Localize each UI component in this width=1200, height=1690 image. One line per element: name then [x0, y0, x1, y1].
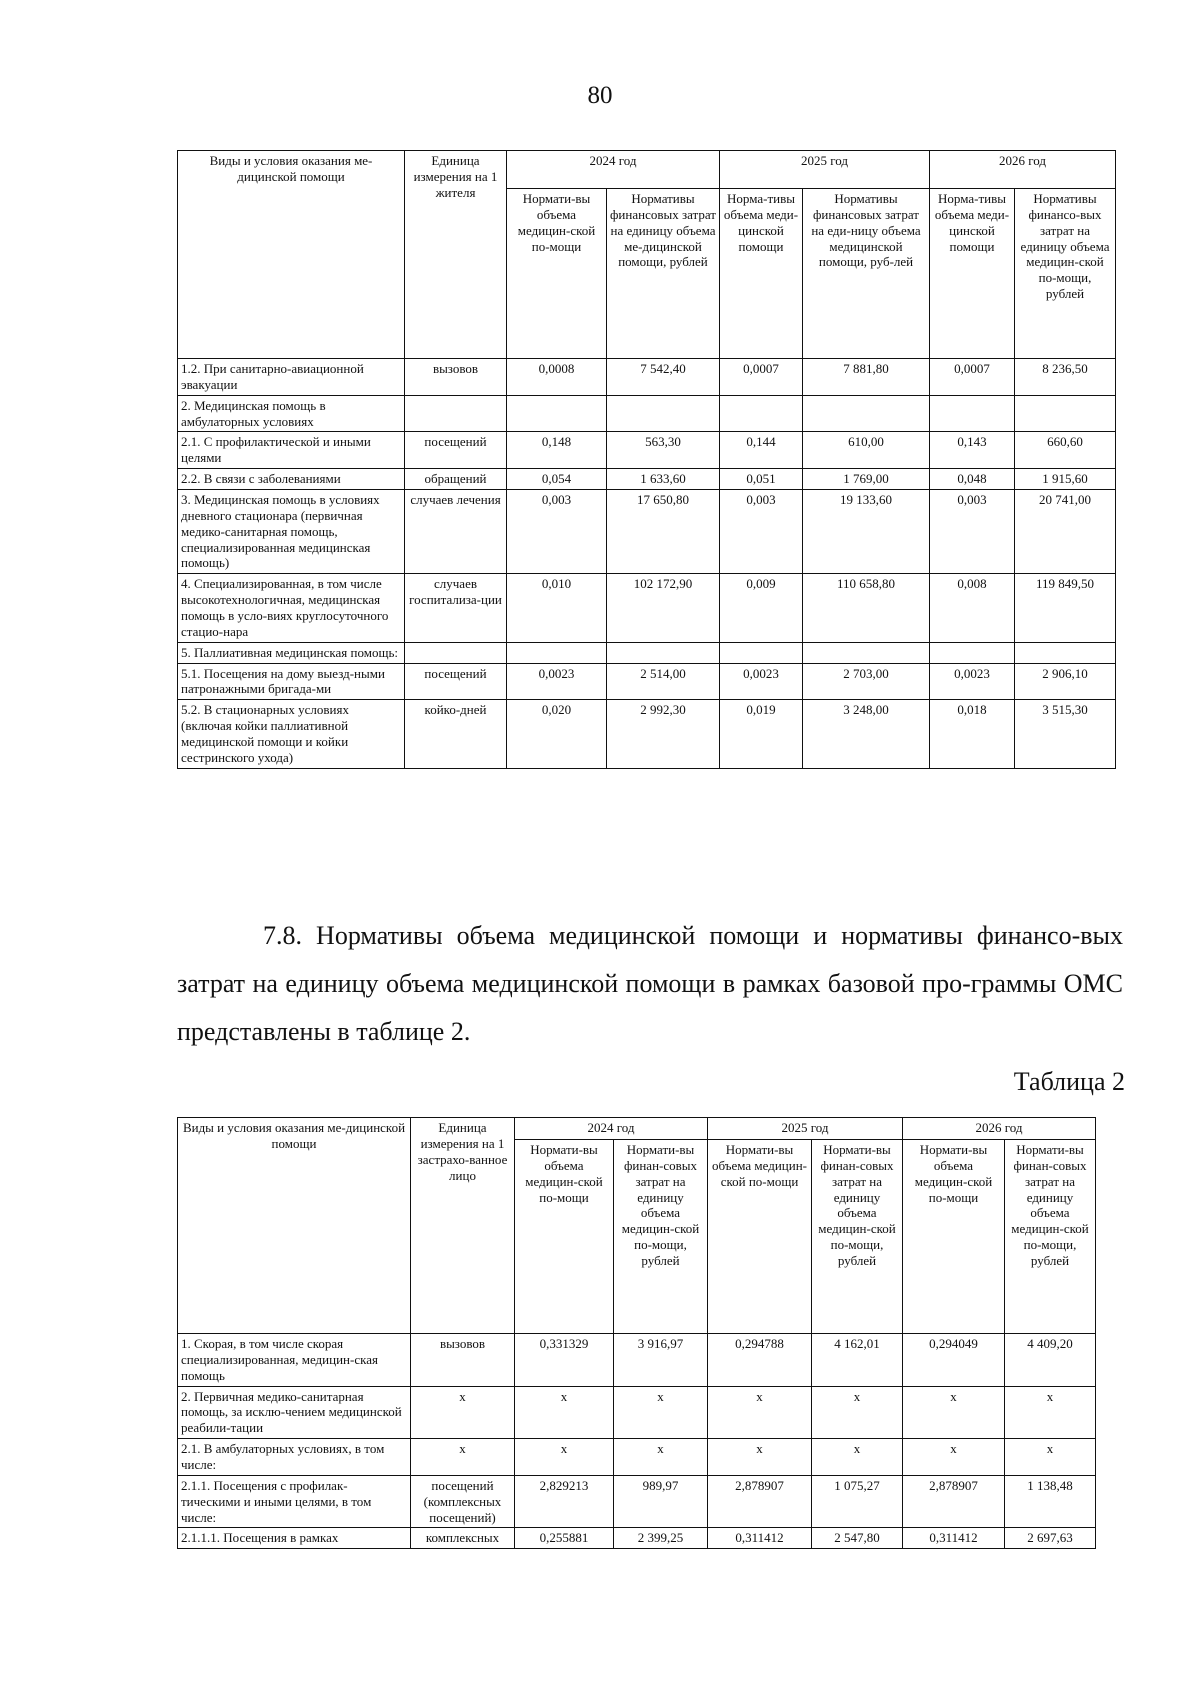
row-value [507, 642, 607, 663]
table-row [178, 1475, 1096, 1528]
header-year-2024: 2024 год [515, 1118, 708, 1140]
row-value: 0,054 [507, 469, 607, 490]
row-value [607, 642, 720, 663]
table-2-caption: Таблица 2 [1013, 1067, 1125, 1096]
row-value [930, 642, 1015, 663]
row-value: 0,0023 [720, 663, 803, 700]
row-label: 5. Паллиативная медицинская помощь: [178, 642, 405, 663]
row-value [720, 642, 803, 663]
table-row [178, 490, 1116, 574]
row-value: 0,048 [930, 469, 1015, 490]
row-value: 2 514,00 [607, 663, 720, 700]
row-label: 3. Медицинская помощь в условиях дневного стационара (первичная медико-санитарная помощь, специализированная медицинская помощь) [178, 490, 405, 574]
row-value: 1 769,00 [803, 469, 930, 490]
header-sub: Нормативы финансовых затрат на еди-ницу объема медицинской помощи, руб-лей [803, 189, 930, 359]
row-value: 0,311412 [708, 1528, 812, 1549]
header-sub: Нормативы финансовых затрат на единицу объема ме-дицинской помощи, рублей [607, 189, 720, 359]
header-sub: Нормати-вы финан-совых затрат на единицу объема медицин-ской по-мощи, рублей [1005, 1140, 1096, 1334]
row-value [1015, 642, 1116, 663]
paragraph-7-8 [177, 912, 1123, 1056]
row-label: 2. Медицинская помощь в амбулаторных условиях [178, 395, 405, 432]
row-value: 0,003 [720, 490, 803, 574]
row-value: x [812, 1386, 903, 1439]
header-unit: Единица измерения на 1 жителя [405, 151, 507, 359]
row-value: 0,008 [930, 574, 1015, 642]
row-value [803, 642, 930, 663]
row-value: 110 658,80 [803, 574, 930, 642]
row-value: x [708, 1386, 812, 1439]
row-value [803, 395, 930, 432]
row-value: 17 650,80 [607, 490, 720, 574]
row-value: 0,009 [720, 574, 803, 642]
row-value: 0,0007 [930, 359, 1015, 396]
table-row [178, 663, 1116, 700]
table-row [178, 1439, 1096, 1476]
row-value: 610,00 [803, 432, 930, 469]
header-sub: Норма-тивы объема меди-цинской помощи [720, 189, 803, 359]
row-value: 0,294788 [708, 1334, 812, 1387]
row-value: 0,148 [507, 432, 607, 469]
table-row [178, 359, 1116, 396]
row-label: 5.2. В стационарных условиях (включая койки паллиативной медицинской помощи и койки сестринского ухода) [178, 700, 405, 768]
row-value [720, 395, 803, 432]
row-value: 0,294049 [903, 1334, 1005, 1387]
row-value: x [614, 1439, 708, 1476]
header-unit: Единица измерения на 1 застрахо-ванное лицо [411, 1118, 515, 1334]
row-unit: обращений [405, 469, 507, 490]
row-value [507, 395, 607, 432]
row-value: 0,0008 [507, 359, 607, 396]
row-unit: посещений [405, 432, 507, 469]
row-label: 5.1. Посещения на дому выезд-ными патронажными бригада-ми [178, 663, 405, 700]
row-value: x [515, 1439, 614, 1476]
page-number: 80 [587, 82, 613, 109]
table-row [178, 469, 1116, 490]
row-unit: вызовов [411, 1334, 515, 1387]
row-value: 19 133,60 [803, 490, 930, 574]
row-value: x [614, 1386, 708, 1439]
row-label: 2.1. В амбулаторных условиях, в том числе: [178, 1439, 411, 1476]
row-value: 0,051 [720, 469, 803, 490]
table-row [178, 1334, 1096, 1387]
row-label: 1. Скорая, в том числе скорая специализированная, медицин-ская помощь [178, 1334, 411, 1387]
row-value: 2 703,00 [803, 663, 930, 700]
row-unit: посещений (комплексных посещений) [411, 1475, 515, 1528]
row-value: 102 172,90 [607, 574, 720, 642]
row-unit: вызовов [405, 359, 507, 396]
row-value: 0,0023 [507, 663, 607, 700]
row-value: 0,003 [507, 490, 607, 574]
header-year-2026: 2026 год [903, 1118, 1096, 1140]
row-value: 7 881,80 [803, 359, 930, 396]
row-value [1015, 395, 1116, 432]
row-value: 0,0007 [720, 359, 803, 396]
row-value: 4 162,01 [812, 1334, 903, 1387]
row-value: 2 697,63 [1005, 1528, 1096, 1549]
row-label: 2.1.1.1. Посещения в рамках [178, 1528, 411, 1549]
row-value: 1 075,27 [812, 1475, 903, 1528]
header-year-2024: 2024 год [507, 151, 720, 189]
row-value: 1 138,48 [1005, 1475, 1096, 1528]
header-year-2026: 2026 год [930, 151, 1116, 189]
row-value: x [812, 1439, 903, 1476]
row-label: 4. Специализированная, в том числе высокотехнологичная, медицинская помощь в усло-виях круглосуточного стацио-нара [178, 574, 405, 642]
row-value: x [1005, 1439, 1096, 1476]
row-value: x [708, 1439, 812, 1476]
header-kind: Виды и условия оказания ме-дицинской помощи [178, 1118, 411, 1334]
row-value: 119 849,50 [1015, 574, 1116, 642]
row-value: 3 916,97 [614, 1334, 708, 1387]
header-kind: Виды и условия оказания ме-дицинской помощи [178, 151, 405, 359]
row-unit [405, 395, 507, 432]
header-sub: Нормати-вы объема медицин-ской по-мощи [708, 1140, 812, 1334]
row-unit: случаев госпитализа-ции [405, 574, 507, 642]
row-value: 3 515,30 [1015, 700, 1116, 768]
row-label: 2.1. С профилактической и иными целями [178, 432, 405, 469]
row-value: x [1005, 1386, 1096, 1439]
table-row [178, 574, 1116, 642]
row-value: 0,143 [930, 432, 1015, 469]
row-label: 2.1.1. Посещения с профилак-тическими и иными целями, в том числе: [178, 1475, 411, 1528]
row-value: 2 547,80 [812, 1528, 903, 1549]
row-unit: случаев лечения [405, 490, 507, 574]
header-sub: Нормати-вы объема медицин-ской по-мощи [515, 1140, 614, 1334]
row-value: 2,878907 [708, 1475, 812, 1528]
row-value [607, 395, 720, 432]
row-label: 2. Первичная медико-санитарная помощь, за исклю-чением медицинской реабили-тации [178, 1386, 411, 1439]
header-sub: Нормативы финансо-вых затрат на единицу объема медицин-ской по-мощи, рублей [1015, 189, 1116, 359]
row-value: 989,97 [614, 1475, 708, 1528]
row-value: x [903, 1386, 1005, 1439]
table-row [178, 395, 1116, 432]
row-value: 2 906,10 [1015, 663, 1116, 700]
row-label: 2.2. В связи с заболеваниями [178, 469, 405, 490]
table-row [178, 700, 1116, 768]
row-value: 2 992,30 [607, 700, 720, 768]
row-unit: x [411, 1386, 515, 1439]
row-value: x [515, 1386, 614, 1439]
header-sub: Нормати-вы финан-совых затрат на единицу объема медицин-ской по-мощи, рублей [614, 1140, 708, 1334]
row-unit: x [411, 1439, 515, 1476]
row-value: 563,30 [607, 432, 720, 469]
row-unit [405, 642, 507, 663]
table-row [178, 432, 1116, 469]
row-value: 0,255881 [515, 1528, 614, 1549]
row-value: 0,144 [720, 432, 803, 469]
header-sub: Нормати-вы объема медицин-ской по-мощи [903, 1140, 1005, 1334]
table-2 [177, 1117, 1096, 1549]
table-row [178, 642, 1116, 663]
row-value: 2,878907 [903, 1475, 1005, 1528]
header-sub: Нормати-вы финан-совых затрат на единицу объема медицин-ской по-мощи, рублей [812, 1140, 903, 1334]
header-year-2025: 2025 год [720, 151, 930, 189]
row-value: 4 409,20 [1005, 1334, 1096, 1387]
header-sub: Норма-тивы объема меди-цинской помощи [930, 189, 1015, 359]
row-value: 2 399,25 [614, 1528, 708, 1549]
table-row [178, 1528, 1096, 1549]
row-value: 2,829213 [515, 1475, 614, 1528]
paragraph-text: 7.8. Нормативы объема медицинской помощи и нормативы финансо-вых затрат на единицу объема медицинской помощи в рамках базовой про-граммы ОМС представлены в таблице 2. [177, 921, 1123, 1046]
row-value: 0,331329 [515, 1334, 614, 1387]
row-value: x [903, 1439, 1005, 1476]
row-value: 8 236,50 [1015, 359, 1116, 396]
row-value: 20 741,00 [1015, 490, 1116, 574]
row-value: 1 915,60 [1015, 469, 1116, 490]
header-sub: Нормати-вы объема медицин-ской по-мощи [507, 189, 607, 359]
row-unit: комплексных [411, 1528, 515, 1549]
row-value: 1 633,60 [607, 469, 720, 490]
row-value: 0,018 [930, 700, 1015, 768]
row-value: 660,60 [1015, 432, 1116, 469]
row-unit: посещений [405, 663, 507, 700]
row-value: 3 248,00 [803, 700, 930, 768]
row-value: 7 542,40 [607, 359, 720, 396]
row-value: 0,010 [507, 574, 607, 642]
table-1 [177, 150, 1116, 769]
row-value: 0,0023 [930, 663, 1015, 700]
row-value: 0,311412 [903, 1528, 1005, 1549]
row-value: 0,020 [507, 700, 607, 768]
row-unit: койко-дней [405, 700, 507, 768]
header-year-2025: 2025 год [708, 1118, 903, 1140]
table-row [178, 1386, 1096, 1439]
row-value: 0,019 [720, 700, 803, 768]
row-label: 1.2. При санитарно-авиационной эвакуации [178, 359, 405, 396]
row-value [930, 395, 1015, 432]
row-value: 0,003 [930, 490, 1015, 574]
